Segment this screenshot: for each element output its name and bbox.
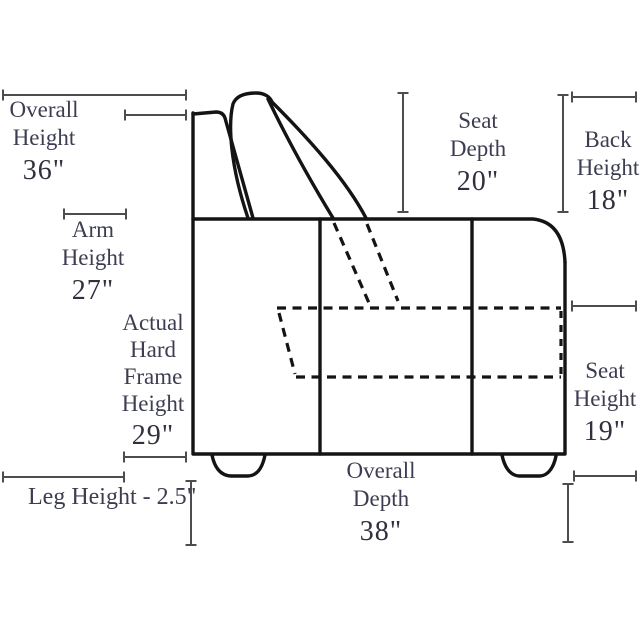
- label-back-height: [574, 126, 640, 218]
- label-seat-depth: [443, 107, 513, 199]
- label-value: 27": [71, 275, 115, 306]
- label-line: Overall: [346, 458, 416, 483]
- rear-foot: [502, 455, 556, 476]
- label-line: Leg Height - 2.5": [28, 484, 197, 510]
- label-line: Seat: [585, 358, 625, 383]
- label-value: 36": [22, 155, 66, 186]
- label-line: Frame: [123, 364, 183, 389]
- label-line: Actual: [122, 310, 184, 335]
- seat-cushion-front-dashed: [279, 313, 295, 374]
- label-line: Depth: [352, 486, 410, 511]
- label-line: Height: [12, 125, 76, 150]
- label-value: 19": [583, 416, 627, 447]
- label-line: Height: [121, 391, 185, 416]
- label-line: Arm: [71, 217, 115, 242]
- label-arm-height: [54, 216, 132, 308]
- label-line: Seat: [458, 108, 498, 133]
- dimension-line-seat-depth-left: [398, 93, 409, 212]
- label-leg-height: [28, 483, 197, 511]
- label-line: Back: [584, 127, 632, 152]
- label-line: Height: [573, 386, 637, 411]
- pillow-hidden-seam-dashed: [334, 223, 369, 303]
- dimension-line-seat-height-bottom: [574, 471, 636, 482]
- label-overall-depth: [344, 457, 418, 549]
- front-foot: [212, 455, 265, 476]
- dimension-line-frame-height: [124, 452, 186, 463]
- dimension-line-right-leg: [563, 484, 574, 542]
- dimension-line-seat-depth-right: [558, 95, 569, 212]
- label-line: Overall: [9, 97, 79, 122]
- pillow-hidden-front-dashed: [367, 224, 398, 301]
- label-line: Height: [61, 245, 125, 270]
- label-line: Hard: [130, 337, 176, 362]
- back-pillow-front-edge: [272, 102, 366, 218]
- dimension-line-seat-height-top: [572, 301, 636, 312]
- label-line: Depth: [449, 136, 507, 161]
- label-actual-hard-frame-height: [114, 309, 192, 453]
- label-value: 38": [359, 516, 403, 547]
- label-overall-height: [2, 96, 86, 188]
- dimension-line-back-height: [572, 92, 636, 103]
- label-value: 29": [131, 420, 175, 451]
- label-line: Height: [576, 155, 640, 180]
- label-seat-height: [570, 357, 640, 449]
- label-value: 18": [586, 185, 630, 216]
- dimension-line-back-frame-top: [125, 110, 186, 121]
- dimension-line-leg-height: [3, 472, 124, 483]
- label-value: 20": [456, 166, 500, 197]
